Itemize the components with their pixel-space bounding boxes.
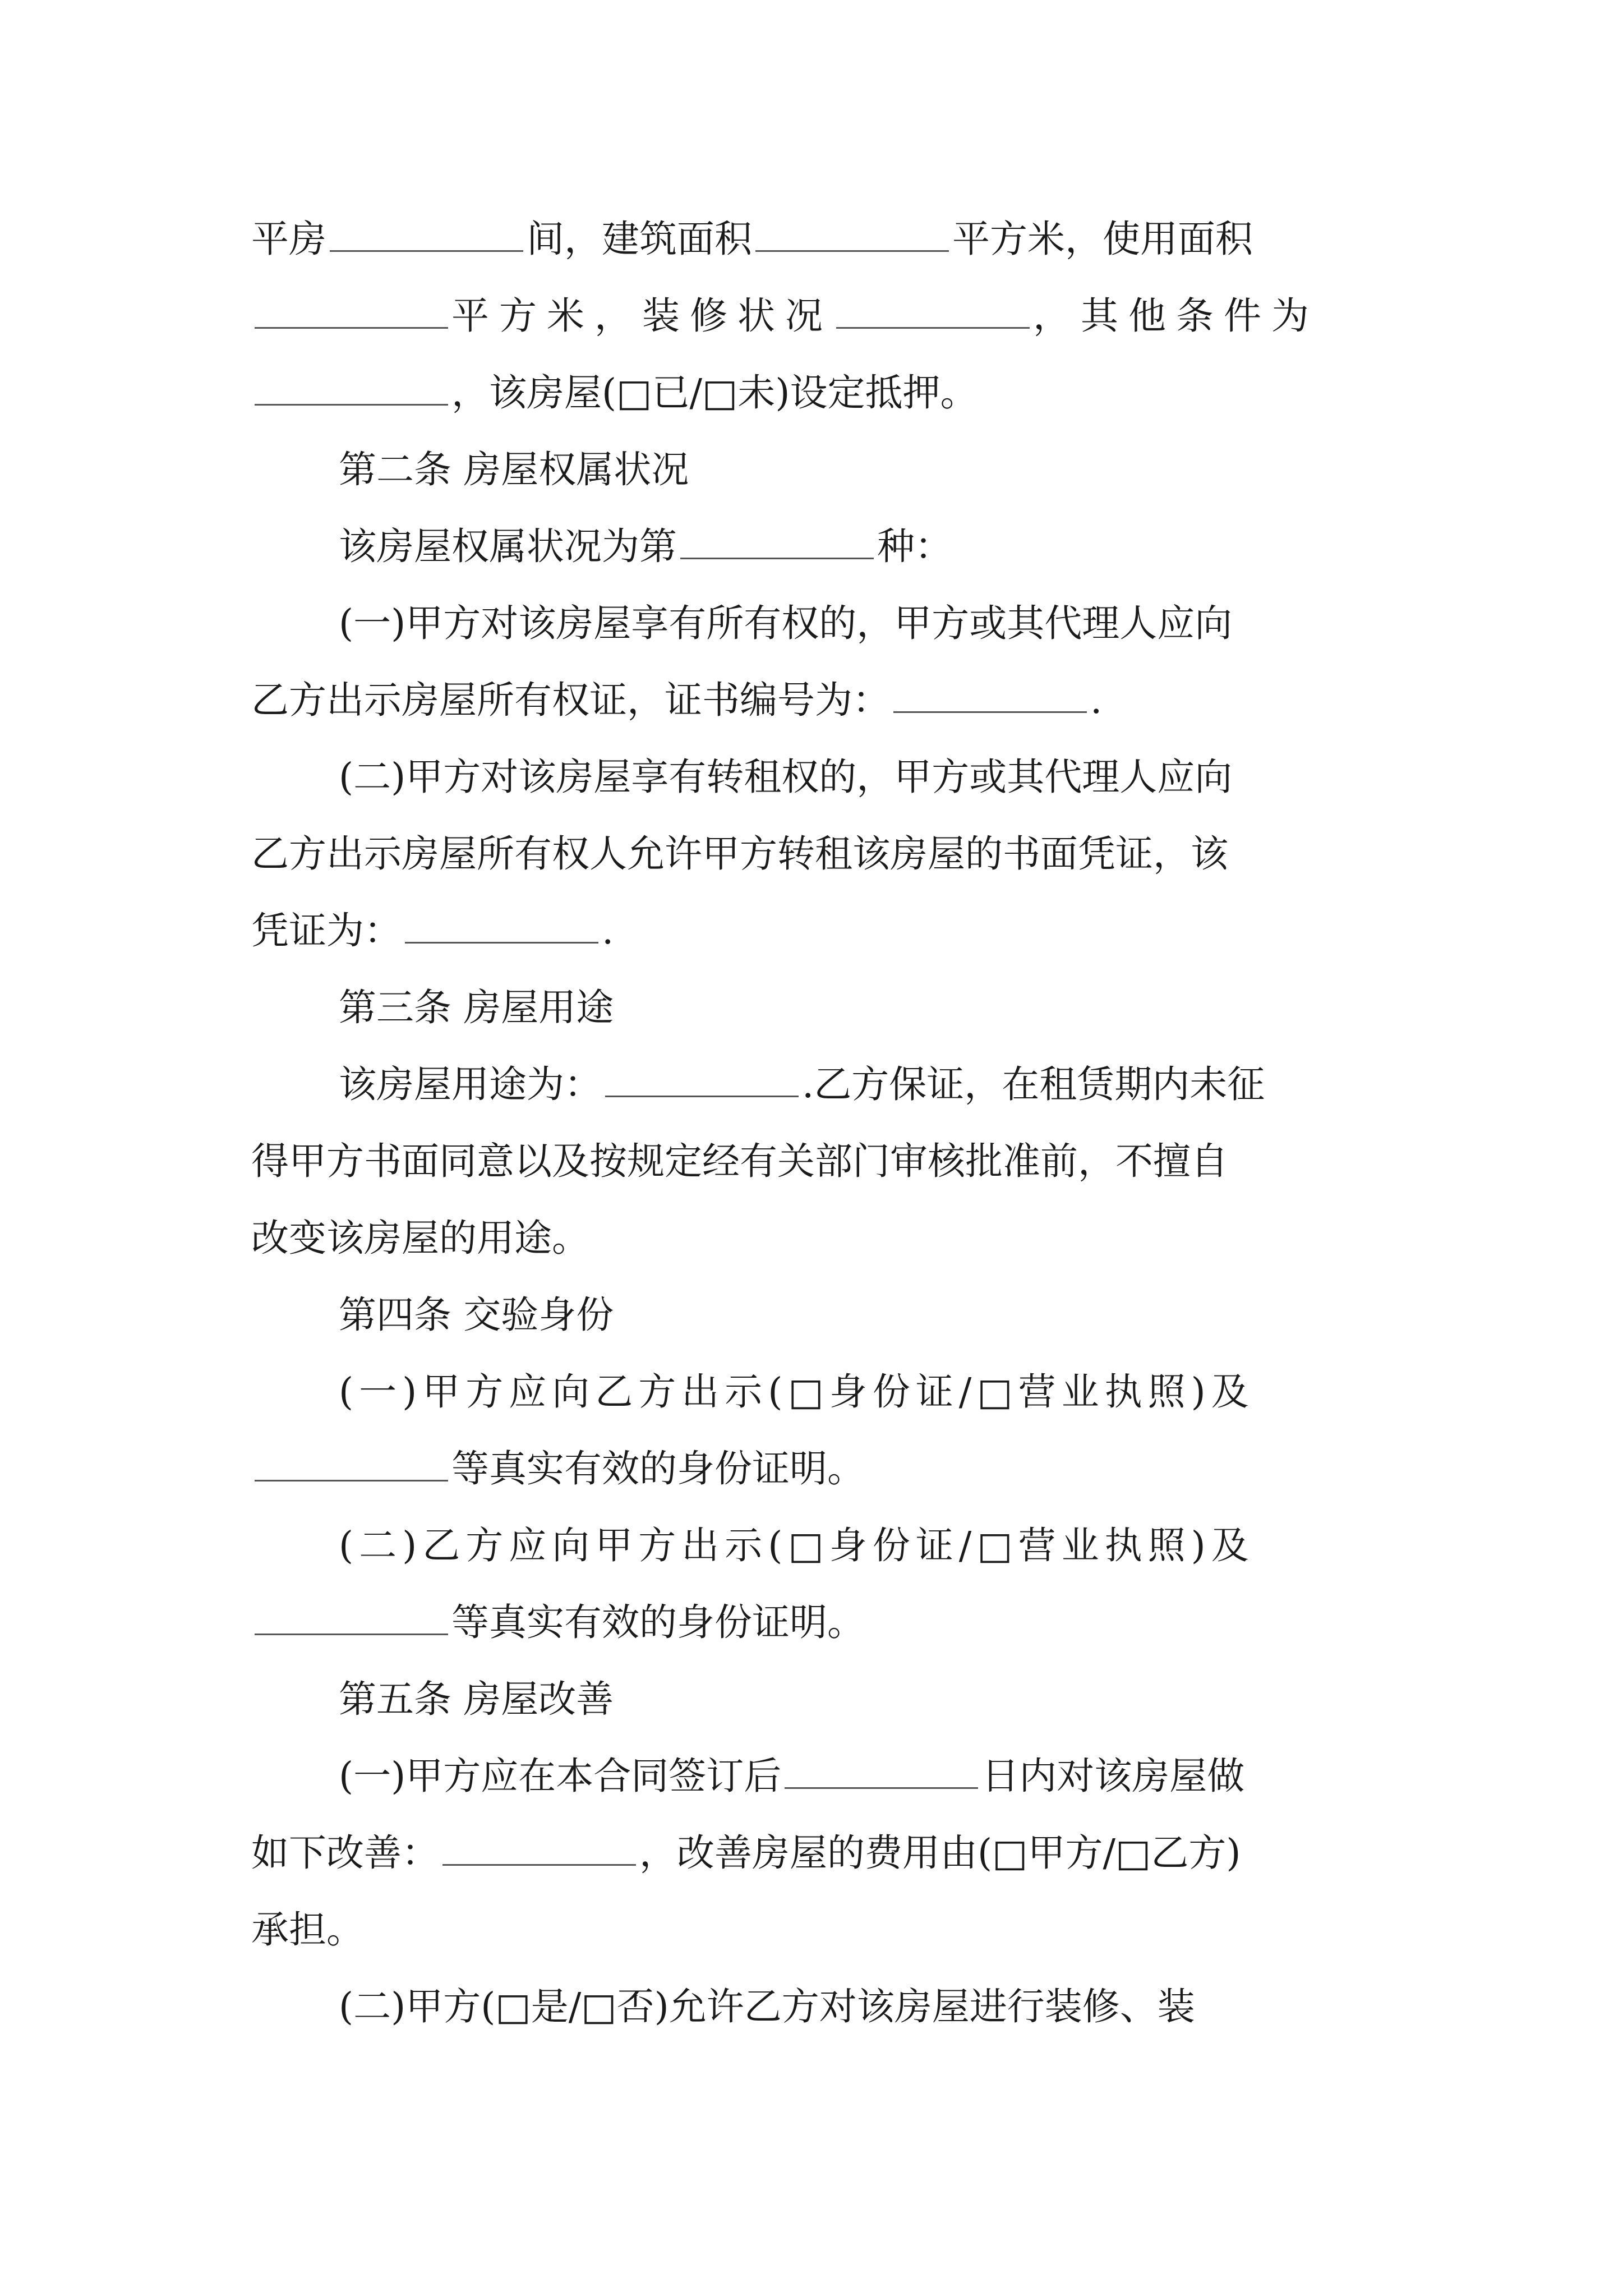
blank-decoration (836, 295, 1030, 329)
text-segment: ，该房屋(□已/□未)设定抵押。 (451, 371, 978, 415)
clause-line-6: (一)甲方对该房屋享有所有权的，甲方或其代理人应向 (339, 601, 1233, 645)
clause-line-3 (251, 367, 1378, 418)
text-segment: (一)甲方应在本合同签订后 (339, 1754, 782, 1798)
article-3-heading: 第三条 房屋用途 (339, 986, 614, 1029)
text-segment: 等真实有效的身份证明。 (451, 1447, 865, 1490)
blank-certificate-number (893, 679, 1087, 713)
clause-line-1 (251, 213, 1378, 265)
text-segment: 如下改善： (251, 1831, 439, 1875)
text-segment: 日内对该房屋做 (981, 1754, 1245, 1798)
text-segment: ，改善房屋的费用由(□甲方/□乙方) (639, 1831, 1241, 1875)
article-5-heading: 第五条 房屋改善 (339, 1677, 614, 1721)
clause-line-7 (251, 674, 1378, 726)
text-segment: 乙方出示房屋所有权证，证书编号为： (251, 678, 890, 722)
blank-days (785, 1755, 978, 1789)
text-segment: 等真实有效的身份证明。 (451, 1600, 865, 1644)
clause-line-10 (251, 905, 1378, 956)
clause-line-13: 得甲方书面同意以及按规定经有关部门审核批准前，不擅自 (251, 1139, 1228, 1183)
blank-ownership-type (680, 525, 874, 559)
clause-line-9: 乙方出示房屋所有权人允许甲方转租该房屋的书面凭证，该 (251, 832, 1228, 876)
text-segment: 间，建筑面积 (527, 217, 752, 261)
blank-improvements (442, 1832, 636, 1866)
article-2-heading: 第二条 房屋权属状况 (339, 448, 689, 491)
text-segment: 该房屋权属状况为第 (339, 524, 677, 568)
text-segment: 平房 (251, 217, 326, 261)
article-4-heading: 第四条 交验身份 (339, 1293, 614, 1337)
text-segment: ，其他条件为 (1033, 294, 1319, 338)
blank-usage (605, 1063, 799, 1097)
blank-other-conditions (255, 371, 448, 406)
clause-line-19 (251, 1596, 1378, 1648)
clause-line-5 (339, 521, 1378, 572)
clause-line-8: (二)甲方对该房屋享有转租权的，甲方或其代理人应向 (339, 755, 1233, 799)
text-segment: 种： (877, 524, 952, 568)
text-segment: 凭证为： (251, 909, 402, 953)
blank-identity-b (255, 1601, 448, 1635)
clause-line-24: (二)甲方(□是/□否)允许乙方对该房屋进行装修、装 (339, 1985, 1195, 2028)
blank-voucher (405, 909, 598, 944)
blank-usable-area (255, 295, 448, 329)
clause-line-12 (339, 1059, 1378, 1110)
clause-line-14: 改变该房屋的用途。 (251, 1216, 589, 1260)
blank-building-area (755, 218, 949, 252)
clause-line-21 (339, 1750, 1378, 1802)
clause-line-23: 承担。 (251, 1908, 364, 1952)
clause-line-18: (二)乙方应向甲方出示(□身份证/□营业执照)及 (339, 1524, 1255, 1567)
clause-line-22 (251, 1827, 1378, 1879)
clause-line-2 (251, 290, 1378, 342)
text-segment: 该房屋用途为： (339, 1062, 602, 1106)
text-segment: . (1090, 678, 1103, 722)
blank-identity-a (255, 1447, 448, 1481)
text-segment: 平方米，使用面积 (952, 217, 1253, 261)
text-segment: . (602, 909, 614, 953)
text-segment: 平方米，装修状况 (451, 294, 833, 338)
clause-line-16: (一)甲方应向乙方出示(□身份证/□营业执照)及 (339, 1370, 1255, 1414)
clause-line-17 (251, 1443, 1378, 1494)
blank-rooms (330, 218, 523, 252)
text-segment: .乙方保证，在租赁期内未征 (802, 1062, 1265, 1106)
